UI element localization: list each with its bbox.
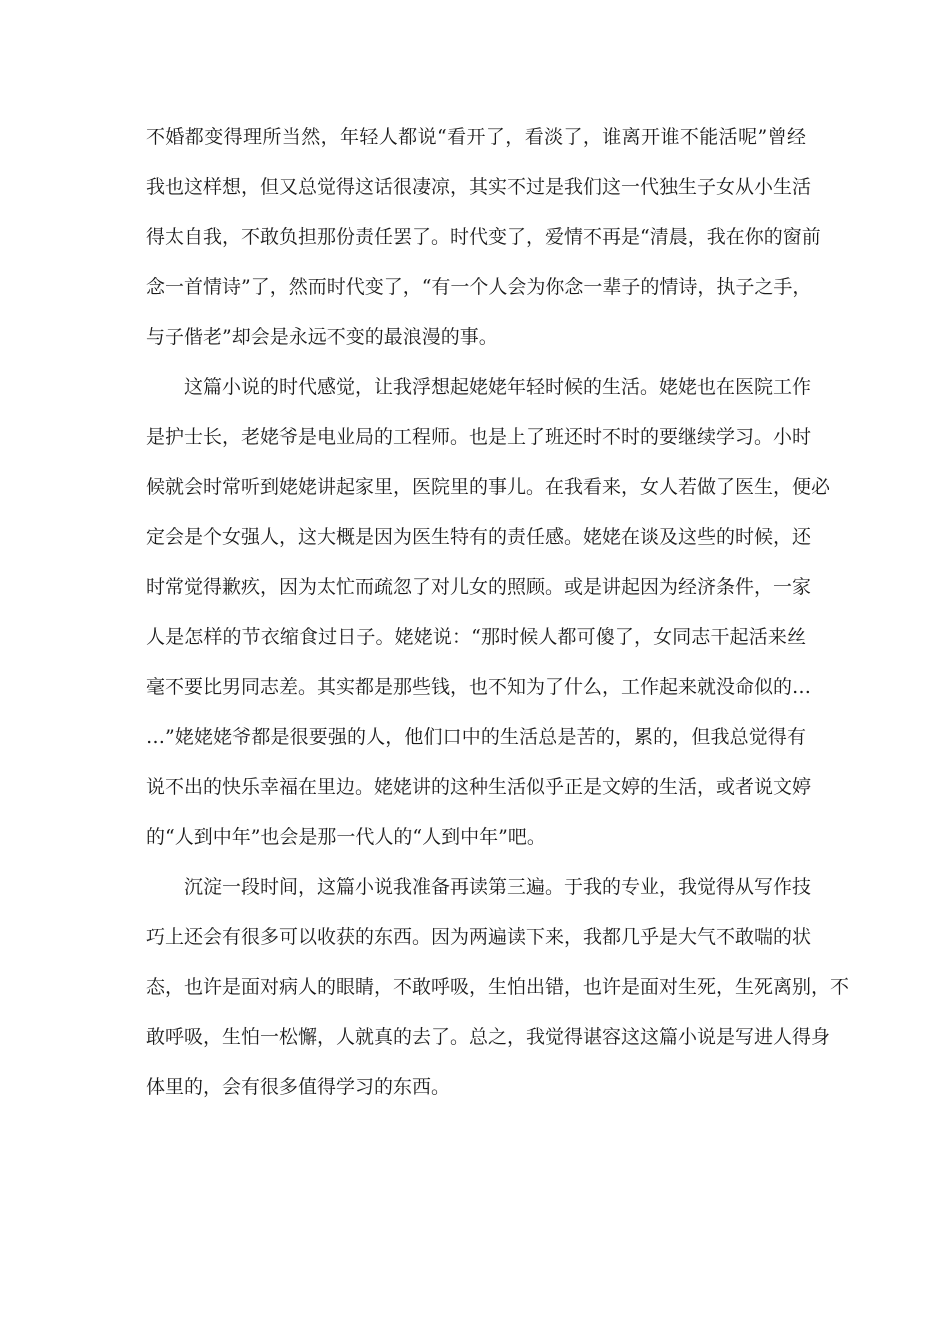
paragraph-3-line-1: 沉淀一段时间，这篇小说我准备再读第三遍。于我的专业，我觉得从写作技 [184,876,812,898]
paragraph-2-line-3: 候就会时常听到姥姥讲起家里，医院里的事儿。在我看来，女人若做了医生，便必 [146,476,831,498]
paragraph-2-line-5: 时常觉得歉疚，因为太忙而疏忽了对儿女的照顾。或是讲起因为经济条件，一家 [146,576,812,598]
paragraph-1-line-3: 得太自我，不敢负担那份责任罢了。时代变了，爱情不再是“清晨，我在你的窗前 [146,226,821,248]
paragraph-2-line-1: 这篇小说的时代感觉，让我浮想起姥姥年轻时候的生活。姥姥也在医院工作 [184,376,812,398]
paragraph-2-line-6: 人是怎样的节衣缩食过日子。姥姥说：“那时候人都可傻了，女同志干起活来丝 [146,626,806,648]
paragraph-3-line-4: 敢呼吸，生怕一松懈，人就真的去了。总之，我觉得谌容这这篇小说是写进人得身 [146,1026,831,1048]
paragraph-2-line-4: 定会是个女强人，这大概是因为医生特有的责任感。姥姥在谈及这些的时候，还 [146,526,812,548]
paragraph-3-line-3: 态，也许是面对病人的眼睛，不敢呼吸，生怕出错，也许是面对生死，生死离别，不 [146,976,850,998]
paragraph-1-line-1: 不婚都变得理所当然，年轻人都说“看开了，看淡了，谁离开谁不能活呢”曾经 [146,126,806,148]
paragraph-1-line-4: 念一首情诗”了，然而时代变了，“有一个人会为你念一辈子的情诗，执子之手， [146,276,812,298]
paragraph-2-line-8: …”姥姥姥爷都是很要强的人，他们口中的生活总是苦的，累的，但我总觉得有 [146,726,806,748]
paragraph-2-line-2: 是护士长，老姥爷是电业局的工程师。也是上了班还时不时的要继续学习。小时 [146,426,812,448]
paragraph-1-line-2: 我也这样想，但又总觉得这话很凄凉，其实不过是我们这一代独生子女从小生活 [146,176,812,198]
paragraph-2-line-7: 毫不要比男同志差。其实都是那些钱，也不知为了什么，工作起来就没命似的… [146,676,812,698]
paragraph-3-line-5: 体里的，会有很多值得学习的东西。 [146,1076,451,1098]
paragraph-3-line-2: 巧上还会有很多可以收获的东西。因为两遍读下来，我都几乎是大气不敢喘的状 [146,926,812,948]
paragraph-2-line-9: 说不出的快乐幸福在里边。姥姥讲的这种生活似乎正是文婷的生活，或者说文婷 [146,776,812,798]
paragraph-1-line-5: 与子偕老”却会是永远不变的最浪漫的事。 [146,326,498,348]
paragraph-2-line-10: 的“人到中年”也会是那一代人的“人到中年”吧。 [146,826,546,848]
